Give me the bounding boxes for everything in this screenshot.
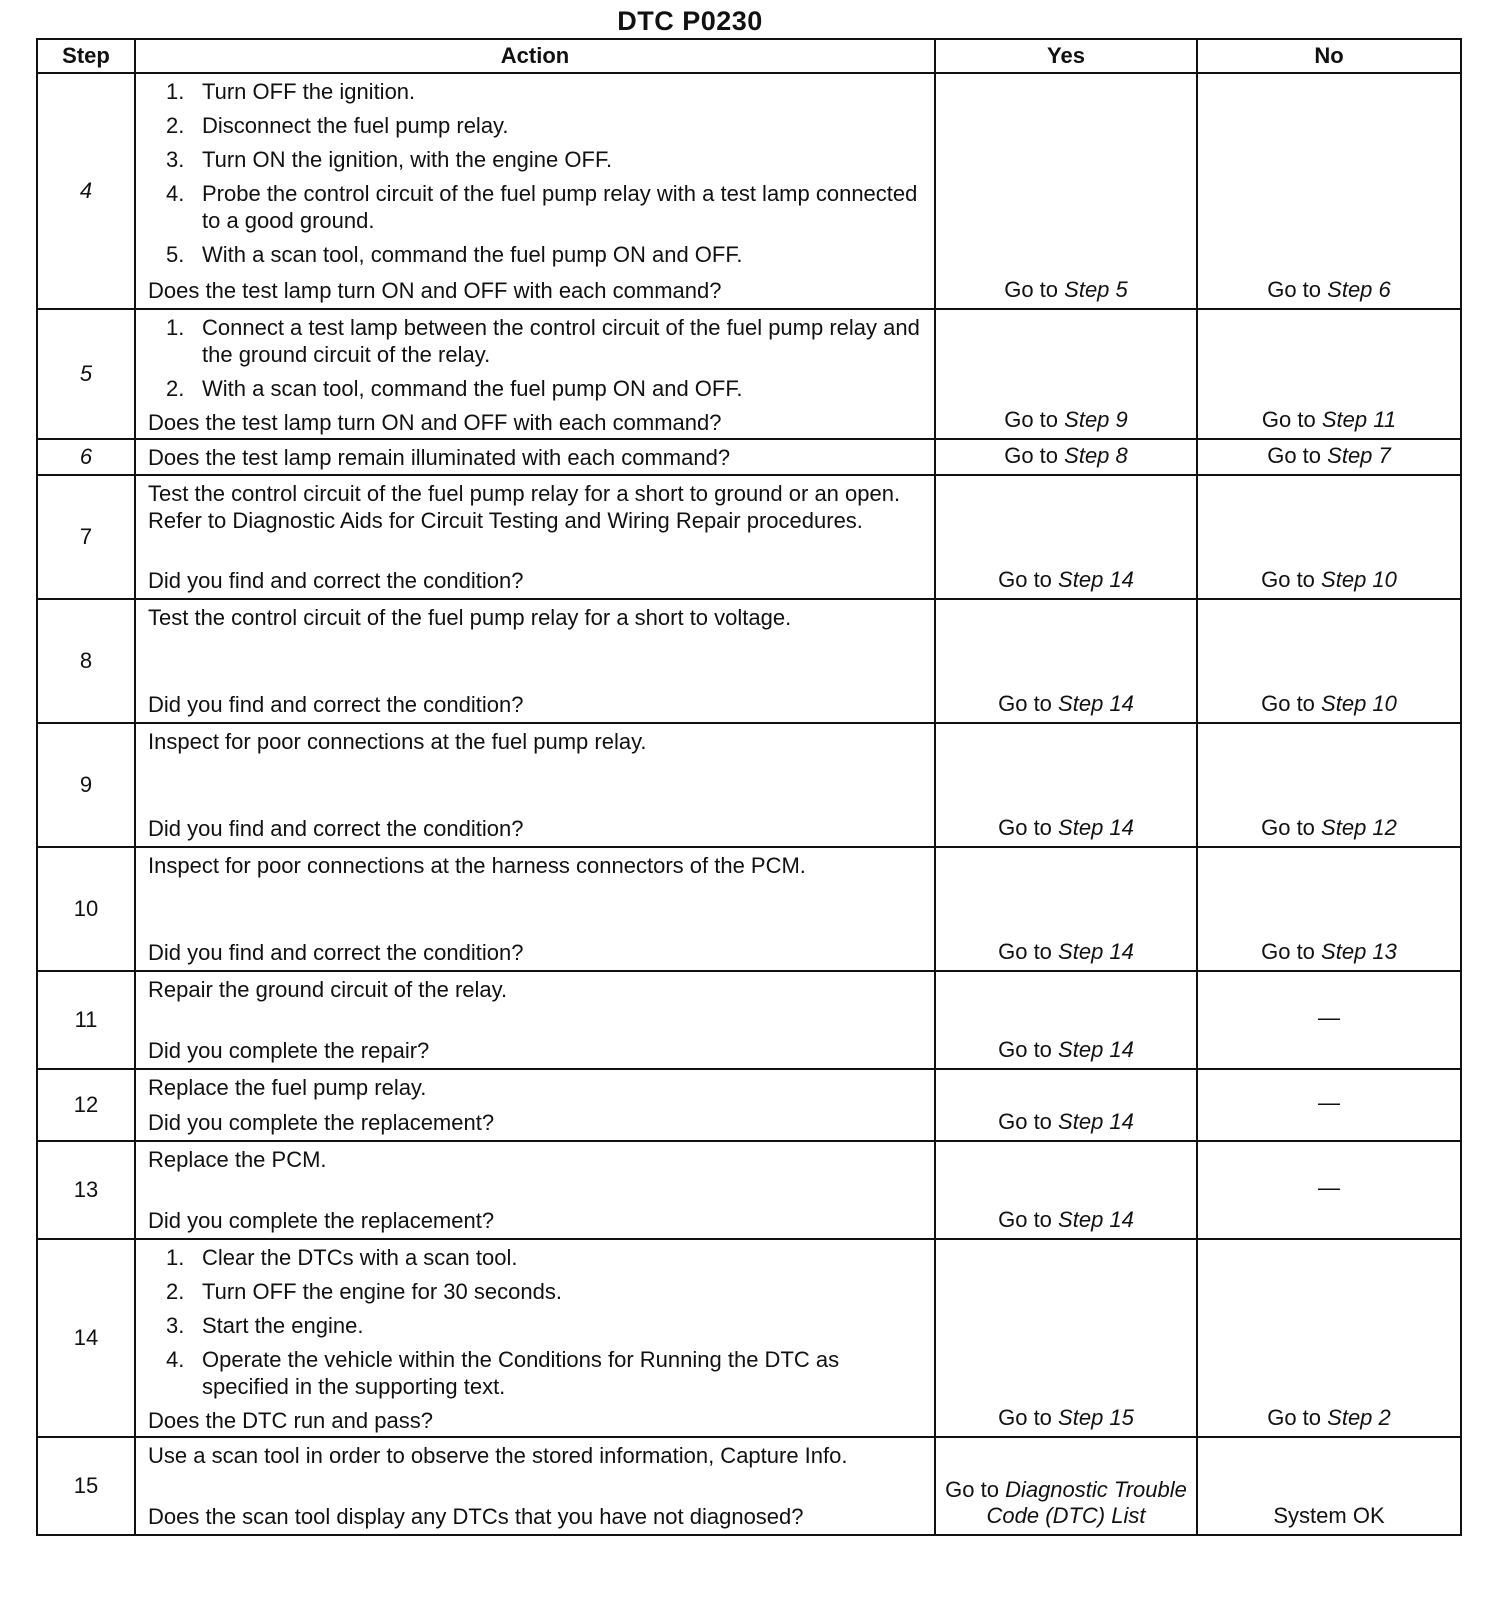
no-step-link[interactable]: Step 11 [1321, 407, 1397, 432]
go-to-label: Go to [998, 1037, 1052, 1062]
list-item-text: Turn ON the ignition, with the engine OFF. [202, 147, 613, 172]
list-item [148, 112, 924, 139]
go-to-label: Go to [945, 1477, 999, 1502]
no-step-link[interactable]: Step 2 [1327, 1405, 1391, 1430]
go-to-label: Go to [998, 815, 1052, 840]
go-to-label: Go to [1004, 443, 1059, 468]
action-question: Does the DTC run and pass? [148, 1408, 433, 1433]
yes-cell [935, 847, 1197, 971]
go-to-label: Go to [1261, 939, 1315, 964]
table-row [37, 475, 1461, 599]
list-item [148, 1346, 924, 1400]
step-number: 12 [37, 1069, 135, 1141]
list-item [148, 375, 924, 402]
no-cell [1197, 1141, 1461, 1239]
list-item-number: 1. [166, 315, 185, 340]
list-item-number: 1. [166, 79, 185, 104]
no-cell [1197, 439, 1461, 475]
action-question: Did you find and correct the condition? [148, 568, 524, 593]
go-to-label: Go to [1004, 407, 1059, 432]
step-number: 14 [37, 1239, 135, 1437]
no-step-link[interactable]: Step 12 [1321, 815, 1397, 840]
step-number: 11 [37, 971, 135, 1069]
action-cell [135, 599, 935, 723]
action-instruction: Test the control circuit of the fuel pump relay for a short to ground or an open. Refer to Diagnostic Aids for Circuit Testing and Wiring Repair procedures. [148, 481, 901, 533]
yes-cell [935, 439, 1197, 475]
yes-cell [935, 309, 1197, 439]
list-item [148, 1278, 924, 1305]
yes-cell [935, 599, 1197, 723]
header-no: No [1197, 39, 1461, 73]
table-row [37, 599, 1461, 723]
yes-cell [935, 1141, 1197, 1239]
no-step-link[interactable]: Step 6 [1327, 277, 1391, 302]
list-item-text: With a scan tool, command the fuel pump ON and OFF. [202, 242, 743, 267]
dtc-list-link[interactable]: Diagnostic Trouble Code (DTC) List [986, 1477, 1187, 1528]
action-question: Did you complete the replacement? [148, 1110, 495, 1135]
table-row [37, 1239, 1461, 1437]
list-item [148, 180, 924, 234]
action-question: Does the test lamp remain illuminated with each command? [148, 445, 731, 470]
go-to-label: Go to [998, 691, 1052, 716]
action-cell [135, 1239, 935, 1437]
list-item-text: Clear the DTCs with a scan tool. [202, 1245, 518, 1270]
header-action: Action [135, 39, 935, 73]
go-to-label: Go to [998, 1109, 1052, 1134]
yes-step-link[interactable]: Step 14 [1058, 1037, 1134, 1062]
step-number: 13 [37, 1141, 135, 1239]
list-item-number: 4. [166, 181, 185, 206]
list-item-number: 2. [166, 113, 185, 138]
page-title: DTC P0230 [617, 6, 763, 36]
list-item-text: Start the engine. [202, 1313, 364, 1338]
list-item [148, 1312, 924, 1339]
step-number: 7 [37, 475, 135, 599]
action-question: Does the test lamp turn ON and OFF with each command? [148, 410, 722, 435]
table-header-row [37, 39, 1461, 73]
action-question: Did you complete the repair? [148, 1038, 430, 1063]
table-body [37, 73, 1461, 1535]
list-item [148, 78, 924, 105]
list-item-text: Turn OFF the engine for 30 seconds. [202, 1279, 562, 1304]
step-number: 5 [37, 309, 135, 439]
table-row [37, 1437, 1461, 1535]
no-cell [1197, 1239, 1461, 1437]
list-item-number: 2. [166, 376, 185, 401]
step-number: 10 [37, 847, 135, 971]
no-cell [1197, 1069, 1461, 1141]
yes-cell [935, 971, 1197, 1069]
table-row [37, 309, 1461, 439]
list-item-text: With a scan tool, command the fuel pump ON and OFF. [202, 376, 743, 401]
yes-cell [935, 723, 1197, 847]
action-question: Did you find and correct the condition? [148, 692, 524, 717]
action-cell [135, 73, 935, 309]
action-question: Did you find and correct the condition? [148, 816, 524, 841]
list-item-number: 2. [166, 1279, 185, 1304]
action-instruction: Inspect for poor connections at the harness connectors of the PCM. [148, 853, 806, 878]
go-to-label: Go to [998, 567, 1052, 592]
table-row [37, 439, 1461, 475]
diagnostic-table [36, 38, 1462, 1536]
list-item [148, 146, 924, 173]
go-to-label: Go to [1267, 277, 1322, 302]
procedure-list [148, 1244, 924, 1400]
no-cell [1197, 723, 1461, 847]
header-step: Step [37, 39, 135, 73]
procedure-list [148, 78, 924, 268]
no-cell [1197, 847, 1461, 971]
list-item-text: Disconnect the fuel pump relay. [202, 113, 509, 138]
list-item-text: Connect a test lamp between the control circuit of the fuel pump relay and the ground circuit of the relay. [202, 315, 920, 367]
procedure-list [148, 314, 924, 402]
action-cell [135, 1437, 935, 1535]
action-instruction: Replace the fuel pump relay. [148, 1075, 427, 1100]
action-cell [135, 475, 935, 599]
no-cell [1197, 475, 1461, 599]
no-step-link[interactable]: Step 13 [1321, 939, 1397, 964]
no-result-text: System OK [1273, 1503, 1385, 1528]
list-item-number: 1. [166, 1245, 185, 1270]
no-step-link[interactable]: Step 10 [1321, 567, 1397, 592]
list-item [148, 241, 924, 268]
go-to-label: Go to [998, 939, 1052, 964]
step-number: 8 [37, 599, 135, 723]
action-cell [135, 847, 935, 971]
yes-cell [935, 1239, 1197, 1437]
action-cell [135, 1069, 935, 1141]
list-item-text: Probe the control circuit of the fuel pump relay with a test lamp connected to a good ground. [202, 181, 918, 233]
table-row [37, 1141, 1461, 1239]
no-cell [1197, 971, 1461, 1069]
no-cell [1197, 309, 1461, 439]
table-row [37, 971, 1461, 1069]
step-number: 15 [37, 1437, 135, 1535]
no-cell [1197, 73, 1461, 309]
go-to-label: Go to [1267, 1405, 1322, 1430]
go-to-label: Go to [998, 1405, 1052, 1430]
action-question: Does the scan tool display any DTCs that you have not diagnosed? [148, 1504, 804, 1529]
not-applicable-dash: — [1318, 1089, 1340, 1115]
list-item-text: Turn OFF the ignition. [202, 79, 416, 104]
yes-step-link[interactable]: Step 5 [1064, 277, 1128, 302]
list-item-number: 5. [166, 242, 185, 267]
go-to-label: Go to [1261, 815, 1315, 840]
action-question: Did you find and correct the condition? [148, 940, 524, 965]
yes-step-link[interactable]: Step 15 [1058, 1405, 1134, 1430]
yes-step-link[interactable]: Step 8 [1064, 443, 1128, 468]
no-step-link[interactable]: Step 10 [1321, 691, 1397, 716]
yes-step-link[interactable]: Step 14 [1058, 1207, 1134, 1232]
yes-step-link[interactable]: Step 14 [1058, 1109, 1134, 1134]
no-step-link[interactable]: Step 7 [1327, 443, 1391, 468]
yes-step-link[interactable]: Step 14 [1058, 939, 1134, 964]
table-row [37, 723, 1461, 847]
yes-cell [935, 1437, 1197, 1535]
go-to-label: Go to [1004, 277, 1059, 302]
table-row [37, 1069, 1461, 1141]
action-instruction: Use a scan tool in order to observe the stored information, Capture Info. [148, 1443, 848, 1468]
go-to-label: Go to [1261, 567, 1315, 592]
action-instruction: Repair the ground circuit of the relay. [148, 977, 508, 1002]
table-row [37, 847, 1461, 971]
no-cell [1197, 599, 1461, 723]
list-item [148, 314, 924, 368]
action-cell [135, 723, 935, 847]
step-number: 6 [37, 439, 135, 475]
go-to-label: Go to [1261, 691, 1315, 716]
list-item-text: Operate the vehicle within the Conditions for Running the DTC as specified in the supporting text. [202, 1347, 840, 1399]
not-applicable-dash: — [1318, 1004, 1340, 1030]
go-to-label: Go to [998, 1207, 1052, 1232]
yes-cell [935, 73, 1197, 309]
action-instruction: Test the control circuit of the fuel pump relay for a short to voltage. [148, 605, 792, 630]
list-item [148, 1244, 924, 1271]
go-to-label: Go to [1261, 407, 1316, 432]
list-item-number: 4. [166, 1347, 185, 1372]
yes-step-link[interactable]: Step 14 [1058, 567, 1134, 592]
yes-step-link[interactable]: Step 14 [1058, 691, 1134, 716]
header-yes: Yes [935, 39, 1197, 73]
list-item-number: 3. [166, 147, 185, 172]
yes-cell [935, 1069, 1197, 1141]
yes-step-link[interactable]: Step 14 [1058, 815, 1134, 840]
action-question: Did you complete the replacement? [148, 1208, 495, 1233]
action-cell [135, 1141, 935, 1239]
table-row [37, 73, 1461, 309]
action-cell [135, 439, 935, 475]
not-applicable-dash: — [1318, 1174, 1340, 1200]
no-cell [1197, 1437, 1461, 1535]
yes-cell [935, 475, 1197, 599]
go-to-label: Go to [1267, 443, 1322, 468]
step-number: 9 [37, 723, 135, 847]
action-instruction: Inspect for poor connections at the fuel pump relay. [148, 729, 647, 754]
action-question: Does the test lamp turn ON and OFF with each command? [148, 278, 722, 303]
list-item-number: 3. [166, 1313, 185, 1338]
action-cell [135, 309, 935, 439]
yes-step-link[interactable]: Step 9 [1064, 407, 1128, 432]
step-number: 4 [37, 73, 135, 309]
action-cell [135, 971, 935, 1069]
action-instruction: Replace the PCM. [148, 1147, 327, 1172]
